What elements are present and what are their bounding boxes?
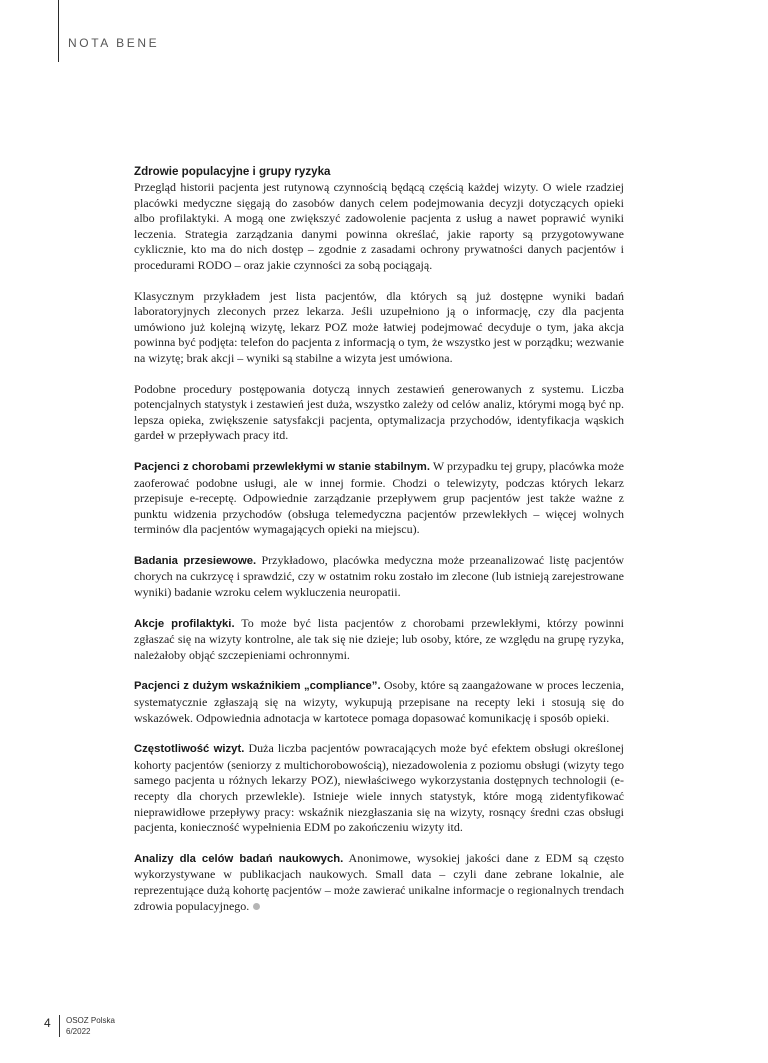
article-body <box>134 164 624 929</box>
paragraph-lead: Akcje profilaktyki. <box>134 617 235 630</box>
paragraph: Przegląd historii pacjenta jest rutynową czynnością będącą częścią każdej wizyty. O wiele rzadziej placówki medyczne sięgają do zasobów danych celem podejmowania decyzji dotyczących opieki albo profilaktyki. A mogą one zwiększyć zadowolenie pacjenta z usług a nawet poprawić wyniki leczenia. Strategia zarządzania danymi powinna określać, jakie raporty są przygotowywane cyklicznie, kto ma do nich dostęp – zgodnie z zasadami ochrony prywatności danych pacjentów i procedurami RODO – oraz jakie czynności za sobą pociągają. <box>134 180 624 272</box>
paragraph: Badania przesiewowe. Przykładowo, placówka medyczna może przeanalizować listę pacjentów chorych na cukrzycę i sprawdzić, czy w ostatnim roku zostało im zlecone (lub istnieją zarejestrowane wyniki) badanie wzroku celem wykluczenia neuropatii. <box>134 552 624 600</box>
header-divider <box>58 0 59 62</box>
paragraph-lead: Analizy dla celów badań naukowych. <box>134 852 344 865</box>
paragraph: Pacjenci z chorobami przewlekłymi w stanie stabilnym. W przypadku tej grupy, placówka może zaoferować podobne usługi, ale w innej formie. Chodzi o telewizyty, podczas których lekarz przepisuje e-receptę. Odpowiednie zarządzanie przepływem grup pacjentów jest także ważne z punktu widzenia przychodów (obsługa telemedyczna pacjentów przewlekłych – więcej wolnych terminów dla pacjentów wymagających opieki na miejscu). <box>134 458 624 537</box>
page-number: 4 <box>44 1016 51 1030</box>
paragraph-lead: Pacjenci z chorobami przewlekłymi w stanie stabilnym. <box>134 460 430 473</box>
paragraph: Częstotliwość wizyt. Duża liczba pacjentów powracających może być efektem obsługi określonej kohorty pacjentów (seniorzy z multichorobowością), niezadowolenia z poziomu obsługi (wizyty tego samego pacjenta u różnych lekarzy POZ), niewłaściwego wykorzystania dostępnych technologii (e-recepty dla chorych przewlekle). Istnieje wiele innych statystyk, które mogą zidentyfikować nieprawidłowe przepływy pracy: wskaźnik niezgłaszania się na wizyty, rosnący średni czas obsługi pacjenta, konieczność wypełnienia EDM po zakończeniu wizyty itd. <box>134 741 624 835</box>
paragraph: Podobne procedury postępowania dotyczą innych zestawień generowanych z systemu. Liczba potencjalnych statystyk i zestawień jest duża, wszystko zależy od celów analiz, którymi mogą być np. lepsza opieka, zwiększenie satysfakcji pacjenta, optymalizacja przychodów, identyfikacja wąskich gardeł w przepływach pracy itd. <box>134 381 624 443</box>
paragraph-lead: Badania przesiewowe. <box>134 554 257 567</box>
publication-info <box>66 1015 115 1037</box>
paragraph-lead: Pacjenci z dużym wskaźnikiem „compliance”. <box>134 680 381 693</box>
paragraph-lead: Częstotliwość wizyt. <box>134 743 245 756</box>
footer-divider <box>59 1015 60 1037</box>
publication-issue: 6/2022 <box>66 1027 91 1036</box>
end-mark-icon <box>253 903 260 910</box>
section-label: NOTA BENE <box>68 36 160 50</box>
paragraph: Analizy dla celów badań naukowych. Anonimowe, wysokiej jakości dane z EDM są często wykorzystywane w publikacjach naukowych. Small data – czyli dane zebrane lokalnie, ale reprezentujące dużą kohortę pacjentów – może zawierać unikalne informacje o regionalnych trendach zdrowia populacyjnego. <box>134 850 624 913</box>
section-heading: Zdrowie populacyjne i grupy ryzyka <box>134 165 331 178</box>
paragraph: Akcje profilaktyki. To może być lista pacjentów z chorobami przewlekłymi, którzy powinni zgłaszać się na wizyty kontrolne, ale tak się nie dzieje; lub osoby, które, ze względu na grupę ryzyka, należałoby objąć szczepieniami ochronnymi. <box>134 615 624 662</box>
paragraph: Pacjenci z dużym wskaźnikiem „compliance”. Osoby, które są zaangażowane w proces leczenia, systematycznie zgłaszają się na wizyty, wykupują przepisane na recepty leki i stosują się do wskazówek. Odpowiednia adnotacja w kartotece pomaga dopasować komunikację i sposób opieki. <box>134 678 624 725</box>
publication-name: OSOZ Polska <box>66 1016 115 1025</box>
paragraph: Klasycznym przykładem jest lista pacjentów, dla których są już dostępne wyniki badań laboratoryjnych zleconych przez lekarza. Jeśli uzupełniono ją o informację, czy dla pacjenta umówiono już kolejną wizytę, lekarz POZ może łatwiej podejmować decyduje o tym, jaka akcja powinna być podjęta: telefon do pacjenta z informacją o tym, że wszystko jest w porządku; wezwanie na wizytę; brak akcji – wyniki są stabilne a wizyta jest umówiona. <box>134 288 624 365</box>
